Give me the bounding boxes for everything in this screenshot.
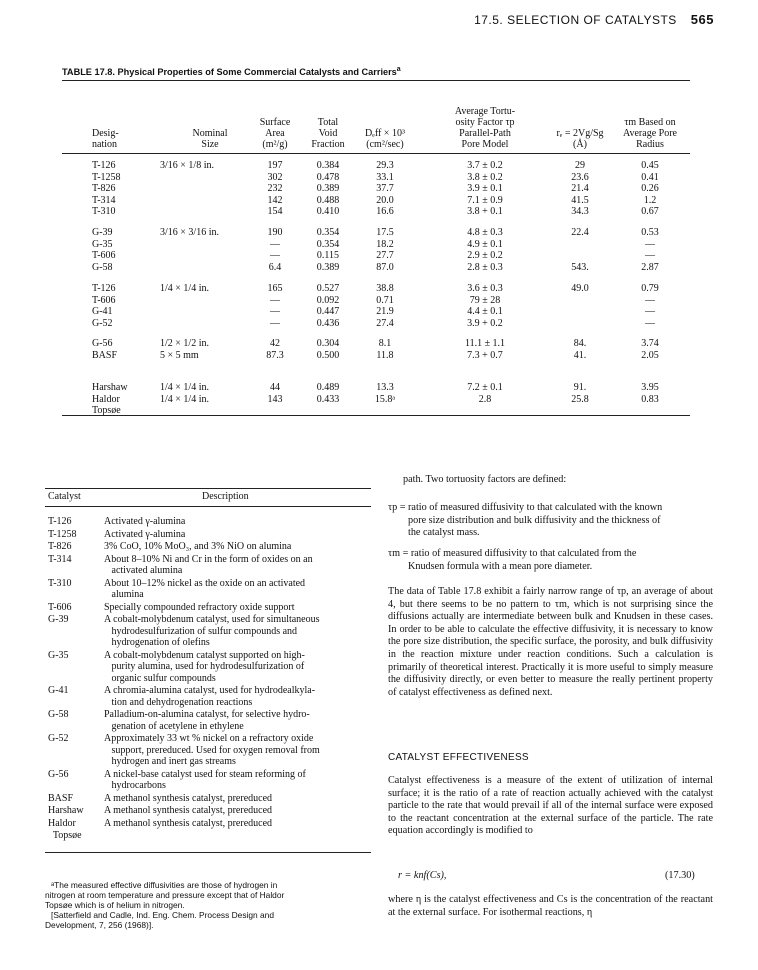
- cell-diffusivity: 38.8: [376, 283, 394, 294]
- desc-catalyst-text: A chromia-alumina catalyst, used for hydrodealkyla- tion and dehydrogenation reactions: [104, 685, 316, 708]
- cell-surface-area: 87.3: [266, 349, 284, 361]
- desc-catalyst-text: A methanol synthesis catalyst, prereduced: [104, 805, 273, 817]
- cell-tortuosity-parallel-path: 3.8 + 0.1: [467, 206, 503, 218]
- cell-nominal-size: 1/4 × 1/4 in.: [160, 393, 209, 405]
- desc-table-top-rule: [45, 488, 371, 489]
- cell-designation: T-826: [92, 183, 116, 195]
- cell-surface-area: —: [270, 238, 280, 250]
- col-header-void-fraction: Total Void Fraction: [311, 117, 345, 150]
- cell-nominal-size: 3/16 × 1/8 in.: [160, 160, 214, 171]
- right-para-3: where η is the catalyst effectiveness and Cs is the concentration of the reactant at the external surface. For isothermal reactions, η: [388, 894, 713, 918]
- cell-designation: T-1258: [92, 171, 121, 183]
- cell-diffusivity: 20.0: [376, 194, 394, 206]
- cell-diffusivity: 13.3: [376, 382, 394, 393]
- cell-diffusivity: 16.6: [376, 206, 394, 218]
- cell-designation: T-126: [92, 283, 116, 294]
- cell-diffusivity: 11.8: [376, 349, 394, 361]
- desc-catalyst-text: Specially compounded refractory oxide support: [104, 601, 295, 613]
- cell-diffusivity: 33.1: [376, 171, 394, 183]
- desc-catalyst-text: About 10–12% nickel as the oxide on an activated alumina: [104, 577, 306, 601]
- right-para-0: path. Two tortuosity factors are defined:: [403, 474, 567, 485]
- cell-diffusivity: 37.7: [376, 183, 394, 195]
- cell-void-fraction: 0.092: [316, 294, 340, 306]
- cell-designation: G-58: [92, 261, 113, 273]
- cell-surface-area: 197: [267, 160, 283, 171]
- desc-table-header-rule: [45, 506, 371, 507]
- cell-void-fraction: 0.436: [316, 317, 340, 329]
- cell-designation: Harshaw: [92, 382, 128, 393]
- col-header-designation: Desig- nation: [92, 128, 119, 150]
- desc-catalyst-name: G-58: [48, 709, 69, 721]
- right-para-1: The data of Table 17.8 exhibit a fairly narrow range of τp, an average of about 4, but there seems to be no pattern to τm, which is not surprising since the diffusions actually are intermediate between bulk and Knudsen in these cases. In order to be able to calculate the effective diffusivity, it is necessary to know the pore size distribution, the specific surface, the porosity, and bulk diffusivity in the reaction mixture under reaction conditions. Such a calculation is primarily of theoretical interest. Practically it is more useful to simply measure the diffusivity directly, or even better to measure the really pertinent property of catalyst effectiveness as defined next.: [388, 586, 713, 698]
- desc-table-bottom-rule: [45, 852, 371, 853]
- cell-void-fraction: 0.500: [316, 349, 340, 361]
- cell-pore-radius: 543.: [571, 261, 589, 273]
- cell-designation: G-56: [92, 338, 113, 349]
- cell-void-fraction: 0.433: [316, 393, 340, 405]
- cell-tortuosity-parallel-path: 7.2 ± 0.1: [467, 382, 503, 393]
- cell-designation: T-314: [92, 194, 116, 206]
- cell-nominal-size: 3/16 × 3/16 in.: [160, 227, 219, 238]
- cell-designation: BASF: [92, 349, 118, 361]
- cell-tortuosity-avg-pore: 0.67: [641, 206, 659, 218]
- cell-designation: G-35: [92, 238, 113, 250]
- cell-diffusivity: 17.5: [376, 227, 394, 238]
- cell-surface-area: 142: [267, 194, 283, 206]
- cell-tortuosity-parallel-path: 79 ± 28: [469, 294, 501, 306]
- cell-tortuosity-parallel-path: 7.3 + 0.7: [467, 349, 503, 361]
- cell-pore-radius: 23.6: [571, 171, 589, 183]
- cell-surface-area: 44: [270, 382, 280, 393]
- desc-catalyst-name: T-606: [48, 601, 72, 613]
- cell-tortuosity-avg-pore: —: [645, 250, 655, 262]
- desc-catalyst-name: Haldor: [48, 817, 76, 829]
- desc-catalyst-name: G-52: [48, 733, 69, 745]
- desc-catalyst-name: T-826: [48, 541, 72, 553]
- right-para-2: Catalyst effectiveness is a measure of the extent of utilization of internal surface; it is the ratio of a rate of reaction actually achieved with the catalyst particle to the rate that would prevail if all of the internal surface were exposed to the reactant concentration at the external surface of the particle. The rate equation accordingly is modified to: [388, 775, 713, 837]
- cell-tortuosity-parallel-path: 3.9 + 0.2: [467, 317, 503, 329]
- section-heading: CATALYST EFFECTIVENESS: [388, 752, 529, 763]
- cell-surface-area: 302: [267, 171, 283, 183]
- cell-surface-area: —: [270, 250, 280, 262]
- desc-catalyst-text: A cobalt-molybdenum catalyst supported on high- purity alumina, used for hydrodesulfurization of organic sulfur compounds: [104, 649, 305, 684]
- running-header: [474, 12, 714, 27]
- cell-pore-radius: 21.4: [571, 183, 589, 195]
- cell-tortuosity-avg-pore: —: [645, 294, 655, 306]
- cell-tortuosity-parallel-path: 2.9 ± 0.2: [467, 250, 503, 262]
- desc-catalyst-text: Palladium-on-alumina catalyst, for selective hydro- genation of acetylene in ethylene: [104, 709, 310, 732]
- desc-catalyst-text: A methanol synthesis catalyst, prereduced: [104, 817, 273, 829]
- cell-designation: T-606: [92, 294, 116, 306]
- cell-tortuosity-avg-pore: 2.05: [641, 349, 659, 361]
- definition-tau-p: τp = ratio of measured diffusivity to that calculated with the known pore size distribution and bulk diffusivity and the thickness of the catalyst mass.: [388, 502, 663, 539]
- cell-void-fraction: 0.478: [316, 171, 340, 183]
- cell-tortuosity-avg-pore: —: [645, 238, 655, 250]
- desc-catalyst-name: T-126: [48, 516, 72, 527]
- cell-tortuosity-avg-pore: —: [645, 306, 655, 318]
- cell-tortuosity-avg-pore: 3.95: [641, 382, 659, 393]
- desc-catalyst-name: G-35: [48, 649, 69, 661]
- cell-surface-area: —: [270, 306, 280, 318]
- desc-catalyst-text: A cobalt-molybdenum catalyst, used for simultaneous hydrodesulfurization of sulfur compounds and hydrogenation of olefins: [104, 614, 320, 649]
- cell-void-fraction: 0.389: [316, 183, 340, 195]
- cell-tortuosity-avg-pore: 0.79: [641, 283, 659, 294]
- cell-surface-area: —: [270, 317, 280, 329]
- desc-catalyst-name: Topsøe: [48, 830, 82, 842]
- cell-tortuosity-avg-pore: 2.87: [641, 261, 659, 273]
- cell-pore-radius: 34.3: [571, 206, 589, 218]
- cell-diffusivity: 21.9: [376, 306, 394, 318]
- col-header-tortuosity-avg-pore: τm Based on Average Pore Radius: [623, 117, 677, 150]
- cell-void-fraction: 0.527: [316, 283, 340, 294]
- desc-catalyst-text: 3% CoO, 10% MoO₃, and 3% NiO on alumina: [104, 541, 292, 553]
- cell-pore-radius: 25.8: [571, 393, 589, 405]
- cell-tortuosity-parallel-path: 3.7 ± 0.2: [467, 160, 503, 171]
- cell-void-fraction: 0.384: [316, 160, 340, 171]
- cell-designation: Haldor: [92, 393, 120, 405]
- cell-tortuosity-avg-pore: 0.45: [641, 160, 659, 171]
- desc-catalyst-text: A methanol synthesis catalyst, prereduced: [104, 792, 273, 804]
- desc-catalyst-name: T-1258: [48, 528, 77, 540]
- desc-catalyst-name: G-41: [48, 685, 69, 697]
- cell-diffusivity: 87.0: [376, 261, 394, 273]
- desc-catalyst-text: Approximately 33 wt % nickel on a refractory oxide support, prereduced. Used for oxygen removal from hydrogen and inert gas streams: [104, 733, 320, 767]
- cell-surface-area: 154: [267, 206, 283, 218]
- cell-void-fraction: 0.304: [316, 338, 340, 349]
- cell-designation: T-126: [92, 160, 116, 171]
- cell-tortuosity-parallel-path: 3.9 ± 0.1: [467, 183, 503, 195]
- cell-tortuosity-avg-pore: 0.26: [641, 183, 659, 195]
- section-title: 17.5. SELECTION OF CATALYSTS: [474, 13, 677, 27]
- cell-tortuosity-avg-pore: 3.74: [641, 338, 659, 349]
- desc-catalyst-name: Harshaw: [48, 805, 84, 817]
- cell-diffusivity: 27.7: [376, 250, 394, 262]
- table-bottom-rule: [62, 415, 690, 416]
- col-header-diffusivity: Dₑff × 10³ (cm²/sec): [365, 128, 405, 150]
- cell-designation: Topsøe: [92, 405, 121, 417]
- cell-surface-area: 6.4: [268, 261, 282, 273]
- cell-nominal-size: 1/4 × 1/4 in.: [160, 382, 209, 393]
- cell-tortuosity-parallel-path: 4.8 ± 0.3: [467, 227, 503, 238]
- cell-tortuosity-parallel-path: 7.1 ± 0.9: [467, 194, 503, 206]
- cell-pore-radius: 84.: [573, 338, 587, 349]
- desc-catalyst-name: BASF: [48, 792, 74, 804]
- desc-catalyst-name: T-310: [48, 577, 72, 589]
- page-number: 565: [690, 12, 714, 27]
- equation-number: (17.30): [665, 870, 695, 881]
- desc-catalyst-text: Activated γ-alumina: [104, 528, 186, 540]
- cell-void-fraction: 0.354: [316, 238, 340, 250]
- cell-diffusivity: 15.8ᵃ: [374, 393, 396, 405]
- cell-tortuosity-avg-pore: —: [645, 317, 655, 329]
- cell-pore-radius: 22.4: [571, 227, 589, 238]
- cell-void-fraction: 0.489: [316, 382, 340, 393]
- cell-surface-area: 232: [267, 183, 283, 195]
- cell-tortuosity-parallel-path: 3.6 ± 0.3: [467, 283, 503, 294]
- table-caption: TABLE 17.8. Physical Properties of Some Commercial Catalysts and Carriers$^a$: [62, 66, 401, 78]
- cell-diffusivity: 29.3: [376, 160, 394, 171]
- cell-designation: G-52: [92, 317, 113, 329]
- cell-tortuosity-parallel-path: 2.8 ± 0.3: [467, 261, 503, 273]
- cell-void-fraction: 0.115: [316, 250, 340, 262]
- cell-designation: G-41: [92, 306, 113, 318]
- cell-pore-radius: 49.0: [571, 283, 589, 294]
- cell-diffusivity: 27.4: [376, 317, 394, 329]
- cell-tortuosity-parallel-path: 11.1 ± 1.1: [464, 338, 506, 349]
- table-header-rule: [62, 153, 690, 154]
- cell-pore-radius: 29: [575, 160, 585, 171]
- cell-surface-area: 190: [267, 227, 283, 238]
- cell-tortuosity-parallel-path: 4.9 ± 0.1: [467, 238, 503, 250]
- desc-catalyst-name: G-56: [48, 768, 69, 780]
- cell-diffusivity: 18.2: [376, 238, 394, 250]
- cell-pore-radius: 41.: [573, 349, 587, 361]
- cell-void-fraction: 0.447: [316, 306, 340, 318]
- cell-surface-area: 42: [270, 338, 280, 349]
- desc-catalyst-text: About 8–10% Ni and Cr in the form of oxides on an activated alumina: [104, 553, 313, 577]
- cell-tortuosity-avg-pore: 0.53: [641, 227, 659, 238]
- desc-catalyst-text: Activated γ-alumina: [104, 516, 186, 527]
- cell-void-fraction: 0.488: [316, 194, 340, 206]
- desc-head-catalyst: Catalyst: [48, 491, 81, 502]
- cell-void-fraction: 0.410: [316, 206, 340, 218]
- desc-catalyst-name: G-39: [48, 614, 69, 626]
- cell-tortuosity-parallel-path: 3.8 ± 0.2: [467, 171, 503, 183]
- cell-tortuosity-parallel-path: 2.8: [478, 393, 492, 405]
- cell-pore-radius: 91.: [573, 382, 587, 393]
- col-header-pore-radius: rₑ = 2Vg/Sg (Å): [556, 128, 604, 150]
- cell-nominal-size: 1/4 × 1/4 in.: [160, 283, 209, 294]
- cell-designation: T-606: [92, 250, 116, 262]
- cell-tortuosity-avg-pore: 0.83: [641, 393, 659, 405]
- cell-designation: T-310: [92, 206, 116, 218]
- desc-catalyst-name: T-314: [48, 553, 72, 565]
- cell-diffusivity: 0.71: [376, 294, 394, 306]
- desc-head-description: Description: [202, 491, 249, 502]
- definition-tau-m: τm = ratio of measured diffusivity to that calculated from the Knudsen formula with a mean pore diameter.: [388, 548, 637, 572]
- cell-diffusivity: 8.1: [378, 338, 392, 349]
- table-top-rule: [62, 80, 690, 81]
- cell-tortuosity-parallel-path: 4.4 ± 0.1: [467, 306, 503, 318]
- equation: r = knf(Cs),: [398, 870, 447, 881]
- cell-designation: G-39: [92, 227, 113, 238]
- cell-tortuosity-avg-pore: 1.2: [643, 194, 657, 206]
- cell-nominal-size: 1/2 × 1/2 in.: [160, 338, 209, 349]
- footnote: ᵃThe measured effective diffusivities are those of hydrogen in nitrogen at room temperature and pressure except that of Haldor Topsøe which is of helium in nitrogen. [Satterfield and Cadle, Ind. Eng. Chem. Process Design and Development, 7, 256 (1968)].: [45, 880, 285, 930]
- col-header-tortuosity-parallel-path: Average Tortu- osity Factor τp Parallel-Path Pore Model: [454, 106, 516, 150]
- cell-surface-area: 165: [267, 283, 283, 294]
- col-header-surface-area: Surface Area (m²/g): [259, 117, 291, 150]
- cell-pore-radius: 41.5: [571, 194, 589, 206]
- cell-nominal-size: 5 × 5 mm: [160, 349, 199, 361]
- cell-surface-area: 143: [267, 393, 283, 405]
- cell-tortuosity-avg-pore: 0.41: [641, 171, 659, 183]
- cell-surface-area: —: [270, 294, 280, 306]
- desc-catalyst-text: A nickel-base catalyst used for steam reforming of hydrocarbons: [104, 768, 306, 791]
- col-header-nominal-size: Nominal Size: [192, 128, 228, 150]
- cell-void-fraction: 0.389: [316, 261, 340, 273]
- cell-void-fraction: 0.354: [316, 227, 340, 238]
